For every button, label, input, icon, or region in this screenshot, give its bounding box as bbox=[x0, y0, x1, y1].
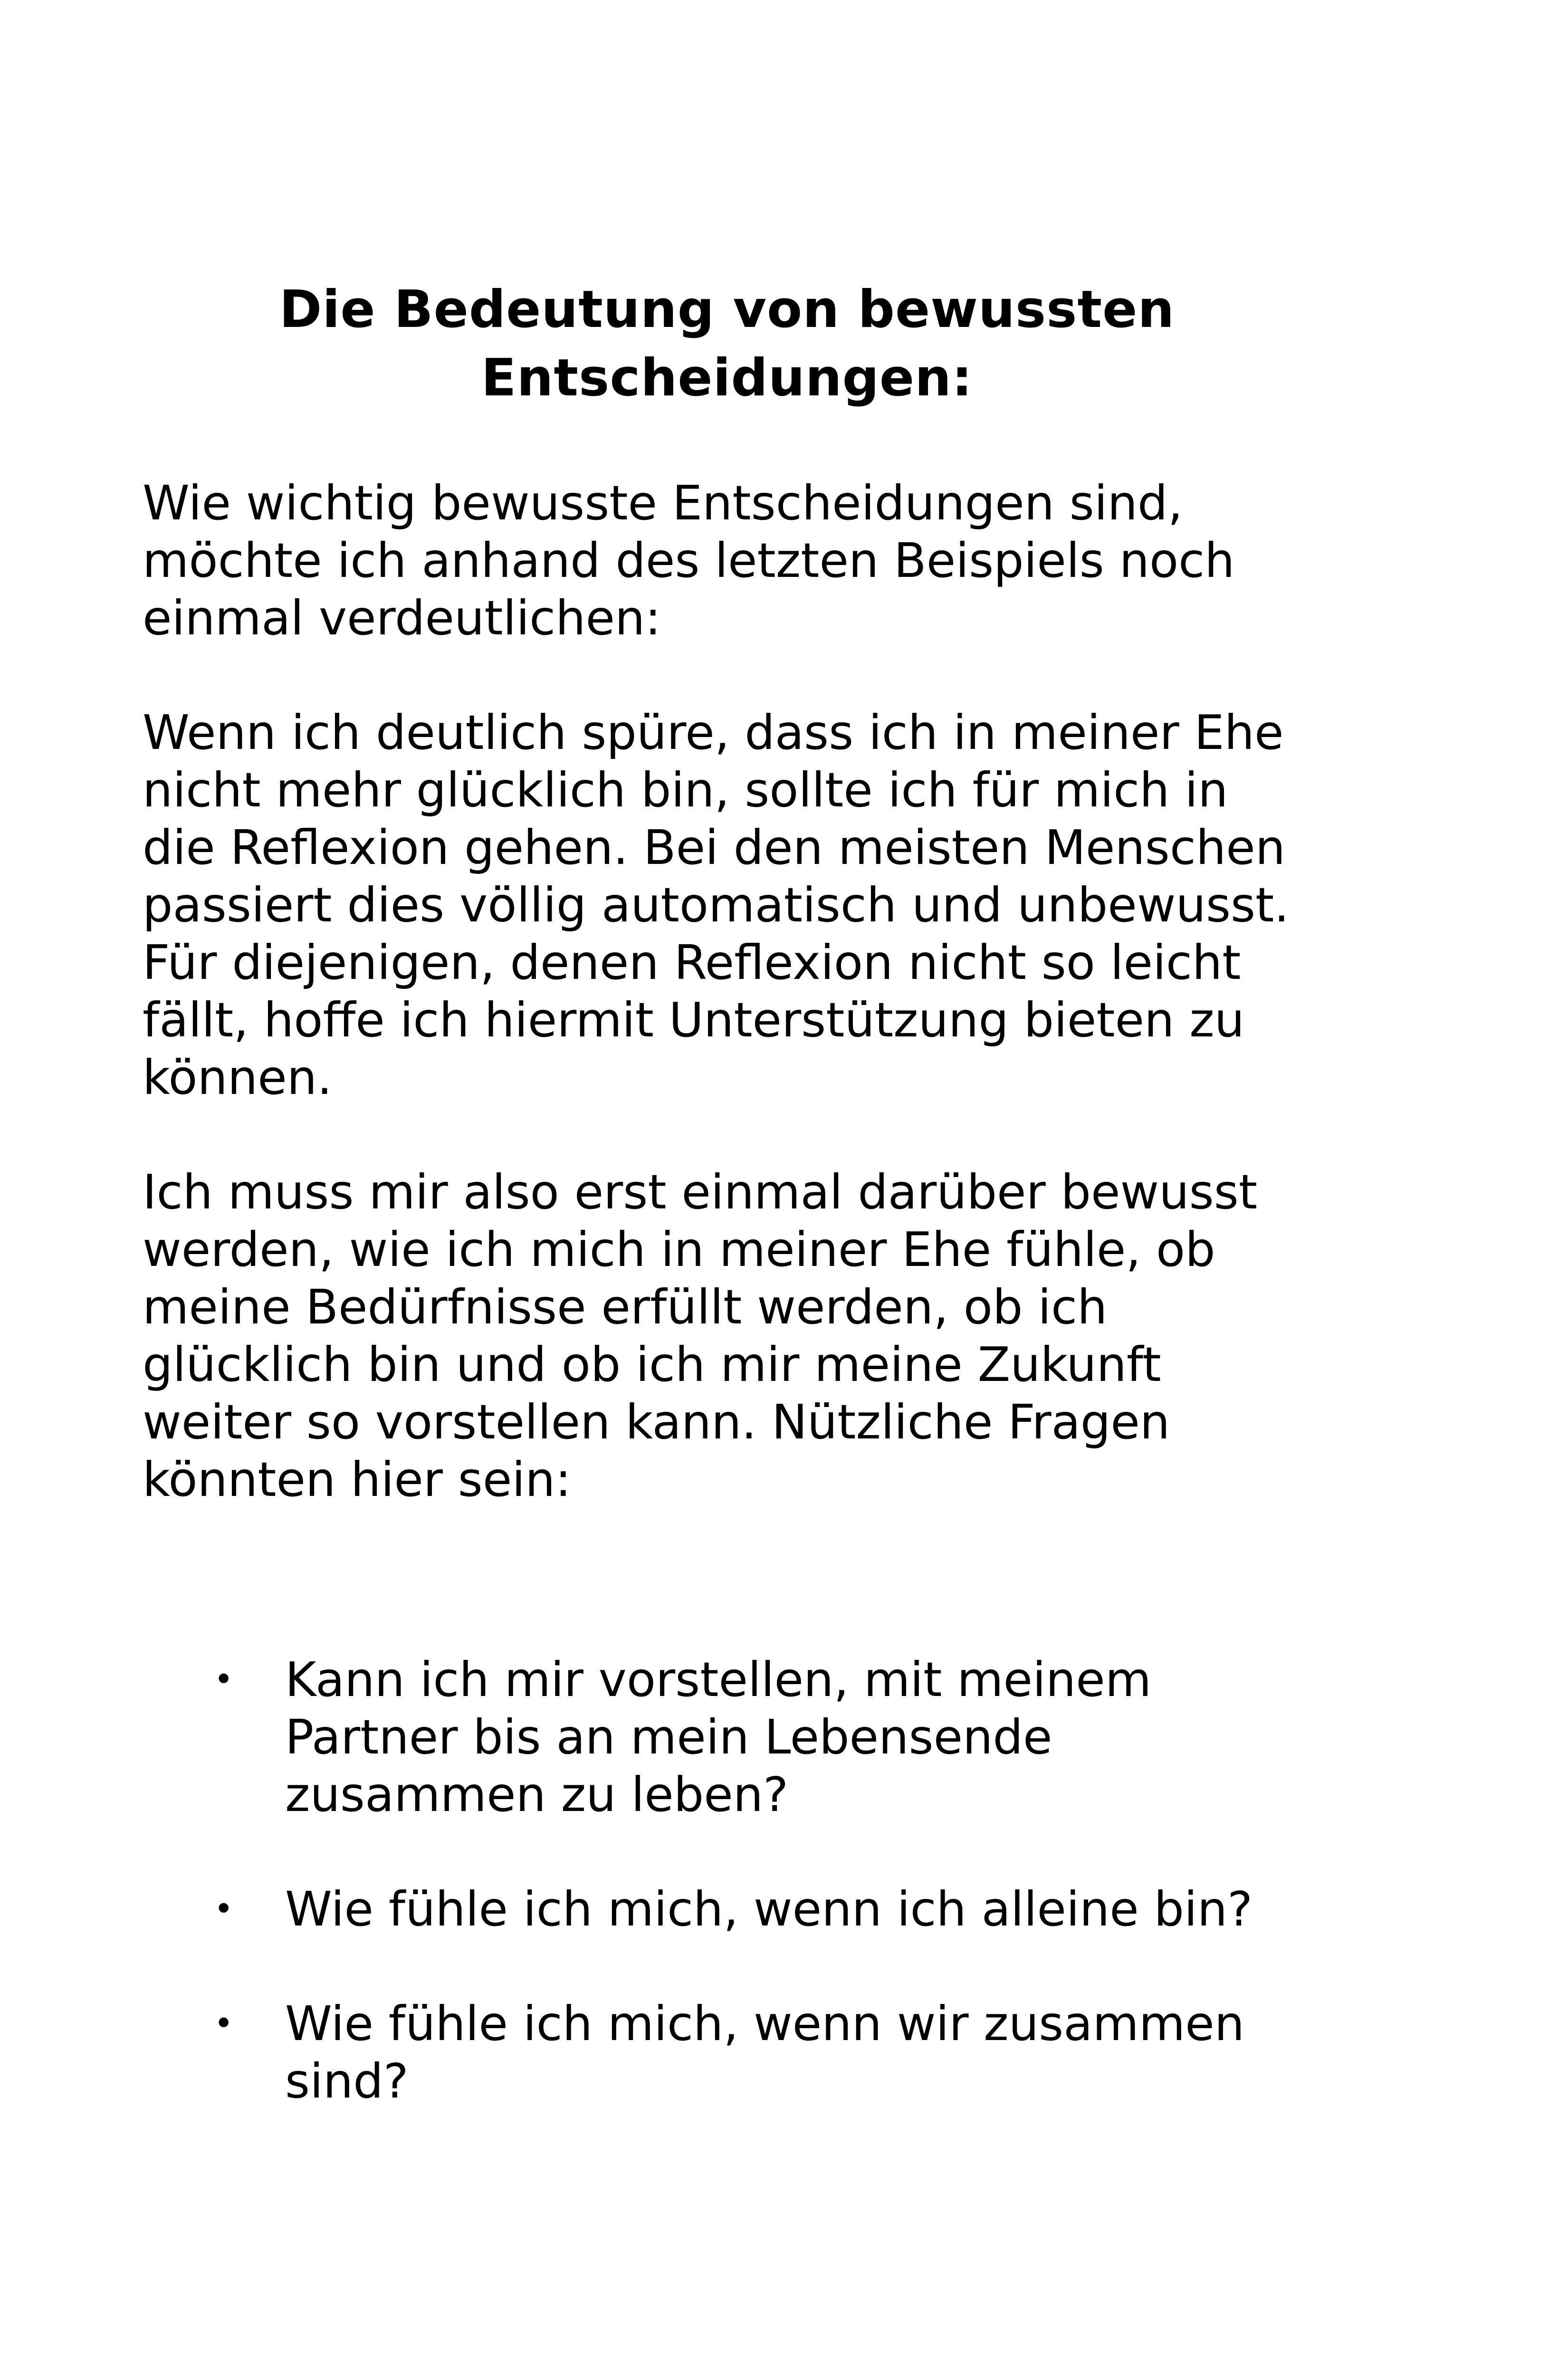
document-page bbox=[143, 276, 1311, 2167]
question-text: Wie fühle ich mich, wenn wir zusammen sind? bbox=[285, 1996, 1245, 2109]
list-item bbox=[143, 1880, 1311, 1938]
question-text: Wie fühle ich mich, wenn ich alleine bin? bbox=[285, 1881, 1253, 1937]
bullet-icon: • bbox=[214, 2004, 234, 2043]
question-text: Kann ich mir vorstellen, mit meinem Partner bis an mein Lebensende zusammen zu leben? bbox=[285, 1652, 1152, 1822]
page-title: Die Bedeutung von bewussten Entscheidungen: bbox=[279, 280, 1175, 408]
bullet-icon: • bbox=[214, 1660, 234, 1699]
awareness-paragraph: Ich muss mir also erst einmal darüber bewusst werden, wie ich mich in meiner Ehe fühle, ob meine Bedürfnisse erfüllt werden, ob ich glücklich bin und ob ich mir meine Zukunft weiter so vorstellen kann. Nützliche Fragen könnten hier sein: bbox=[143, 1164, 1258, 1507]
intro-paragraph: Wie wichtig bewusste Entscheidungen sind, möchte ich anhand des letzten Beispiels noch einmal verdeutlichen: bbox=[143, 475, 1235, 646]
list-item bbox=[143, 1995, 1311, 2110]
bullet-icon: • bbox=[214, 1889, 234, 1928]
list-item bbox=[143, 1651, 1311, 1823]
reflection-paragraph: Wenn ich deutlich spüre, dass ich in meiner Ehe nicht mehr glücklich bin, sollte ich für mich in die Reflexion gehen. Bei den meisten Menschen passiert dies völlig automatisch und unbewusst. Für diejenigen, denen Reflexion nicht so leicht fällt, hoffe ich hiermit Unterstützung bieten zu können. bbox=[143, 705, 1290, 1105]
question-list bbox=[143, 1651, 1311, 2110]
